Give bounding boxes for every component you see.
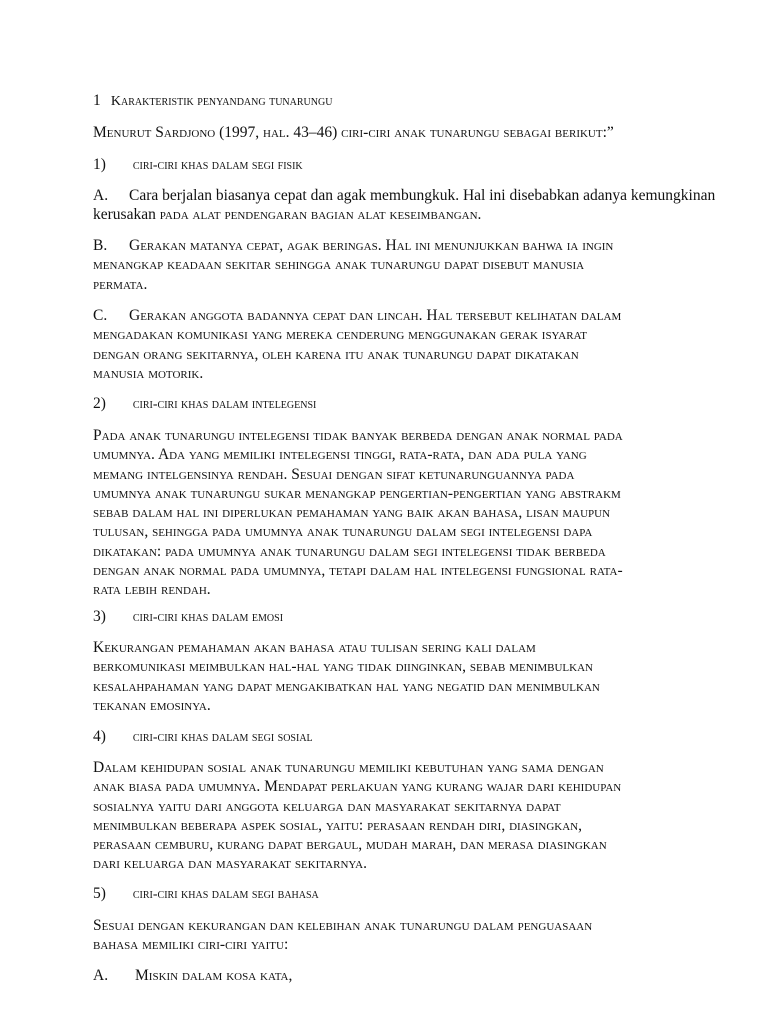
subsection-number: 3) <box>93 608 106 625</box>
item-line: Gerakan anggota badannya cepat dan lincah. Hal tersebut kelihatan dalam <box>129 307 622 324</box>
subsection-number: 1) <box>93 156 106 173</box>
paragraph-line: rata lebih rendah. <box>93 581 211 599</box>
paragraph-line: sebab dalam hal ini diperlukan pemahaman yang baik akan bahasa, lisan maupun <box>93 504 611 522</box>
subsection-heading-sosial <box>93 728 313 746</box>
subsection-title: ciri-ciri khas dalam segi fisik <box>132 158 303 173</box>
paragraph-line: Kekurangan pemahaman akan bahasa atau tulisan sering kali dalam <box>93 639 536 656</box>
item-line: manusia motorik. <box>93 364 204 382</box>
paragraph-line: tulusan, sehingga pada umumnya anak tunarungu dalam segi intelegensi dapa <box>93 523 593 541</box>
list-item-fisik-c <box>93 306 678 383</box>
paragraph-line: kesalahpahaman yang dapat mengakibatkan hal yang negatid dan menimbulkan <box>93 677 600 695</box>
section-heading-text: Karakteristik penyandang tunarungu <box>110 94 333 109</box>
paragraph-intelegensi <box>93 426 678 600</box>
subsection-title: ciri-ciri khas dalam intelegensi <box>132 397 317 412</box>
subsection-heading-bahasa <box>93 885 319 903</box>
paragraph-line: dengan anak normal pada umumnya, tetapi dalam hal intelegensi fungsional rata- <box>93 562 623 580</box>
list-item-fisik-b <box>93 236 678 294</box>
item-label: A. <box>93 967 109 984</box>
paragraph-line: perasaan cemburu, kurang dapat bergaul, mudah marah, dan merasa diasingkan <box>93 836 607 854</box>
item-line: Miskin dalam kosa kata, <box>135 967 293 984</box>
item-line: kerusakan <box>93 206 156 224</box>
subsection-title: ciri-ciri khas dalam segi sosial <box>132 730 313 745</box>
item-line: menangkap keadaan sekitar sehingga anak tunarungu dapat disebut manusia <box>93 256 585 274</box>
paragraph-line: Sesuai dengan kekurangan dan kelebihan anak tunarungu dalam penguasaan <box>93 917 593 934</box>
subsection-heading-intelegensi <box>93 395 316 413</box>
item-line: permata. <box>93 275 148 293</box>
intro-text: Menurut Sardjono (1997, hal. 43–46) ciri-ciri anak tunarungu sebagai berikut:” <box>93 124 614 141</box>
item-line: Gerakan matanya cepat, agak beringas. Hal ini menunjukkan bahwa ia ingin <box>129 237 614 254</box>
item-label: A. <box>93 187 109 204</box>
paragraph-line: anak biasa pada umumnya. Mendapat perlakuan yang kurang wajar dari kehidupan <box>93 778 622 796</box>
paragraph-emosi <box>93 638 678 715</box>
item-line: dengan orang sekitarnya, oleh karena itu anak tunarungu dapat dikatakan <box>93 345 579 363</box>
paragraph-line: memang intelgensinya rendah. Sesuai dengan sifat ketunarunguannya pada <box>93 465 575 483</box>
item-label: B. <box>93 237 108 254</box>
paragraph-bahasa <box>93 916 678 955</box>
paragraph-line: bahasa memiliki ciri-ciri yaitu: <box>93 936 289 954</box>
subsection-number: 5) <box>93 885 106 902</box>
item-line: pada alat pendengaran bagian alat keseimbangan. <box>155 206 482 224</box>
paragraph-sosial <box>93 758 678 874</box>
subsection-heading-emosi <box>93 608 283 626</box>
paragraph-line: berkomunikasi meimbulkan hal-hal yang tidak diinginkan, sebab menimbulkan <box>93 658 593 676</box>
section-heading <box>93 92 332 110</box>
paragraph-line: menimbulkan beberapa aspek sosial, yaitu: perasaan rendah diri, diasingkan, <box>93 816 582 834</box>
item-line: mengadakan komunikasi yang mereka cenderung menggunakan gerak isyarat <box>93 326 588 344</box>
paragraph-line: umumnya anak tunarungu sukar menangkap pengertian-pengertian yang abstrakm <box>93 484 621 502</box>
item-line: Cara berjalan biasanya cepat dan agak membungkuk. Hal ini disebabkan adanya kemungkinan <box>129 187 716 204</box>
subsection-title: ciri-ciri khas dalam segi bahasa <box>132 887 319 902</box>
section-heading-number: 1 <box>93 92 101 109</box>
paragraph-line: tekanan emosinya. <box>93 696 211 714</box>
item-label: C. <box>93 307 108 324</box>
paragraph-line: dari keluarga dan masyarakat sekitarnya. <box>93 855 367 873</box>
subsection-title: ciri-ciri khas dalam emosi <box>132 610 284 625</box>
subsection-number: 4) <box>93 728 106 745</box>
list-item-fisik-a <box>93 186 716 225</box>
paragraph-line: Pada anak tunarungu intelegensi tidak banyak berbeda dengan anak normal pada <box>93 427 623 444</box>
paragraph-line: sosialnya yaitu dari anggota keluarga dan masyarakat sekitarnya dapat <box>93 797 561 815</box>
paragraph-line: dikatakan: pada umumnya anak tunarungu dalam segi intelegensi tidak berbeda <box>93 542 606 560</box>
subsection-number: 2) <box>93 395 106 412</box>
paragraph-line: Dalam kehidupan sosial anak tunarungu memiliki kebutuhan yang sama dengan <box>93 759 604 776</box>
list-item-bahasa-a <box>93 967 292 985</box>
paragraph-line: umumnya. Ada yang memiliki intelegensi tinggi, rata-rata, dan ada pula yang <box>93 446 587 464</box>
subsection-heading-fisik <box>93 156 303 174</box>
